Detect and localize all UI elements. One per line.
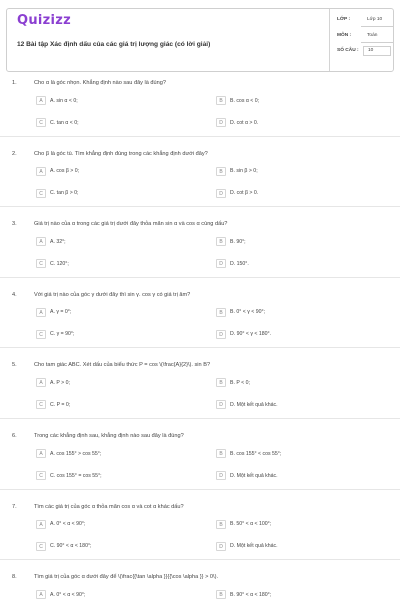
answer-option-a[interactable] (36, 449, 196, 459)
option-letter-box: A (36, 308, 46, 317)
question-number: 8. (12, 574, 17, 581)
option-letter-box: A (36, 378, 46, 387)
option-text: D. 90° < γ < 180°. (230, 331, 272, 338)
answer-option-d[interactable] (216, 330, 376, 340)
option-text: D. cot α > 0. (230, 119, 259, 126)
option-letter-box: D (216, 189, 226, 198)
question-count-value: 10 (368, 48, 374, 53)
question-text: Giá trị nào của α trong các giá trị dưới đây thỏa mãn sin α và cos α cùng dấu? (34, 221, 228, 228)
option-letter-box: C (36, 189, 46, 198)
question-block (0, 433, 400, 493)
option-text: B. cos α < 0; (230, 97, 260, 104)
question-number: 3. (12, 221, 17, 228)
option-letter-box: D (216, 330, 226, 339)
option-text: A. cos 155° > cos 55°; (50, 450, 102, 457)
option-text: D. Một kết quả khác. (230, 543, 278, 550)
option-text: B. 0° < γ < 90°; (230, 309, 266, 316)
answer-option-a[interactable] (36, 590, 196, 600)
answer-option-d[interactable] (216, 189, 376, 199)
option-text: A. 32°; (50, 238, 66, 245)
answer-option-b[interactable] (216, 449, 376, 459)
answer-option-c[interactable] (36, 471, 196, 481)
option-text: B. P < 0; (230, 379, 250, 386)
option-letter-box: B (216, 308, 226, 317)
answer-option-d[interactable] (216, 542, 376, 552)
option-text: C. cos 155° = cos 55°; (50, 472, 102, 479)
answer-option-b[interactable] (216, 167, 376, 177)
option-text: B. sin β > 0; (230, 168, 258, 175)
class-row (337, 14, 393, 27)
question-text: Tìm các giá trị của góc α thỏa mãn cos α và cot α khác dấu? (34, 503, 184, 510)
option-text: C. 120°; (50, 260, 69, 267)
question-text: Tìm giá trị của góc α dưới đây để \(\frac{{\tan \alpha }}{{\cos \alpha }} > 0\). (34, 574, 219, 581)
option-letter-box: A (36, 96, 46, 105)
answer-option-a[interactable] (36, 378, 196, 388)
option-letter-box: A (36, 237, 46, 246)
question-count-row (337, 45, 393, 58)
option-letter-box: C (36, 471, 46, 480)
option-letter-box: A (36, 449, 46, 458)
option-text: D. 150°. (230, 260, 249, 267)
question-text: Cho α là góc nhọn. Khẳng định nào sau đây là đúng? (34, 80, 166, 86)
answer-option-b[interactable] (216, 308, 376, 318)
question-block (0, 151, 400, 211)
option-text: A. cos β > 0; (50, 168, 80, 175)
option-letter-box: B (216, 449, 226, 458)
option-letter-box: B (216, 378, 226, 387)
option-letter-box: B (216, 167, 226, 176)
answer-option-a[interactable] (36, 520, 196, 530)
option-text: A. γ = 0°; (50, 309, 72, 316)
option-text: D. cot β > 0. (230, 190, 259, 197)
option-text: C. P = 0; (50, 401, 71, 408)
question-block (0, 574, 400, 600)
question-block (0, 221, 400, 281)
question-block (0, 504, 400, 564)
option-letter-box: B (216, 520, 226, 529)
option-letter-box: B (216, 237, 226, 246)
question-number: 5. (12, 362, 17, 369)
question-block (0, 80, 400, 140)
answer-option-d[interactable] (216, 259, 376, 269)
question-block (0, 292, 400, 352)
answer-option-d[interactable] (216, 118, 376, 128)
option-letter-box: B (216, 96, 226, 105)
option-letter-box: A (36, 590, 46, 599)
option-letter-box: D (216, 400, 226, 409)
question-number: 1. (12, 80, 17, 86)
answer-option-d[interactable] (216, 471, 376, 481)
option-text: A. P > 0; (50, 379, 70, 386)
question-text: Với giá trị nào của góc γ dưới đây thì sin γ. cos γ có giá trị âm? (34, 291, 191, 298)
answer-option-a[interactable] (36, 96, 196, 106)
question-number: 4. (12, 291, 17, 298)
answer-option-d[interactable] (216, 400, 376, 410)
option-letter-box: C (36, 259, 46, 268)
option-text: A. 0° < α < 90°; (50, 591, 86, 598)
subject-underline (361, 42, 393, 43)
question-count-label: SỐ CÂU : (337, 48, 359, 53)
subject-value: Toán (367, 33, 378, 38)
option-text: D. Một kết quả khác. (230, 472, 278, 479)
option-letter-box: C (36, 400, 46, 409)
question-separator (0, 418, 400, 419)
answer-option-b[interactable] (216, 96, 376, 106)
question-separator (0, 136, 400, 137)
meta-divider (329, 9, 330, 71)
class-label: LỚP : (337, 17, 351, 22)
question-text: Trong các khẳng định sau, khẳng định nào sau đây là đúng? (34, 433, 184, 439)
question-separator (0, 347, 400, 348)
option-text: C. tan α < 0; (50, 119, 79, 126)
option-letter-box: D (216, 471, 226, 480)
worksheet-header (6, 8, 394, 72)
class-underline (361, 26, 393, 27)
answer-option-b[interactable] (216, 520, 376, 530)
question-number: 7. (12, 503, 17, 510)
option-letter-box: C (36, 542, 46, 551)
option-text: A. 0° < α < 90°; (50, 521, 86, 528)
class-value: Lớp 10 (367, 17, 383, 22)
answer-option-b[interactable] (216, 590, 376, 600)
option-text: B. 90° < α < 180°; (230, 591, 272, 598)
option-letter-box: C (36, 330, 46, 339)
answer-option-c[interactable] (36, 330, 196, 340)
option-text: A. sin α < 0; (50, 97, 78, 104)
option-text: C. γ = 90°; (50, 331, 75, 338)
subject-row (337, 30, 393, 43)
question-number: 2. (12, 150, 17, 157)
answer-option-c[interactable] (36, 400, 196, 410)
question-separator (0, 489, 400, 490)
question-separator (0, 559, 400, 560)
option-text: C. tan β > 0; (50, 190, 79, 197)
question-block (0, 362, 400, 422)
option-letter-box: B (216, 590, 226, 599)
answer-option-a[interactable] (36, 167, 196, 177)
answer-option-b[interactable] (216, 378, 376, 388)
option-text: D. Một kết quả khác. (230, 401, 278, 408)
answer-option-a[interactable] (36, 237, 196, 247)
answer-option-a[interactable] (36, 308, 196, 318)
option-letter-box: A (36, 167, 46, 176)
question-number: 6. (12, 433, 17, 439)
option-text: C. 90° < α < 180°; (50, 543, 92, 550)
answer-option-c[interactable] (36, 542, 196, 552)
option-text: B. cos 155° < cos 55°; (230, 450, 282, 457)
option-letter-box: D (216, 118, 226, 127)
question-text: Cho tam giác ABC. Xét dấu của biểu thức P = cos \(\frac{A}{2}\). sin B? (34, 362, 211, 369)
option-text: B. 50° < α < 100°; (230, 521, 272, 528)
option-text: B. 90°; (230, 238, 246, 245)
option-letter-box: D (216, 259, 226, 268)
option-letter-box: C (36, 118, 46, 127)
quizizz-logo: Quizizz (17, 13, 72, 28)
worksheet-title: 12 Bài tập Xác định dấu của các giá trị lượng giác (có lời giải) (17, 41, 211, 48)
option-letter-box: D (216, 542, 226, 551)
question-separator (0, 206, 400, 207)
question-text: Cho β là góc tù. Tìm khẳng định đúng trong các khẳng định dưới đây? (34, 150, 208, 157)
question-separator (0, 277, 400, 278)
answer-option-c[interactable] (36, 118, 196, 128)
subject-label: MÔN : (337, 33, 352, 38)
answer-option-c[interactable] (36, 189, 196, 199)
answer-option-c[interactable] (36, 259, 196, 269)
option-letter-box: A (36, 520, 46, 529)
answer-option-b[interactable] (216, 237, 376, 247)
